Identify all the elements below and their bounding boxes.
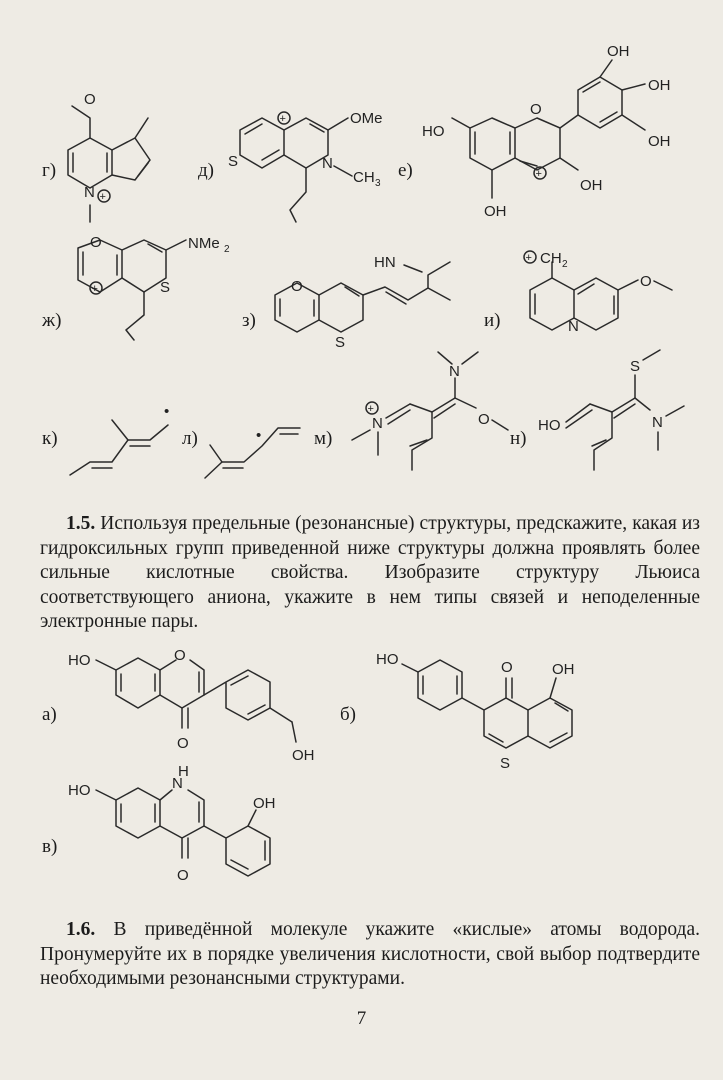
structure-zh — [78, 234, 230, 340]
svg-text:OH: OH — [253, 795, 276, 812]
page-number: 7 — [356, 1008, 367, 1029]
svg-text:+: + — [279, 113, 286, 125]
svg-text:O: O — [177, 867, 189, 884]
problem-1-5-text: Используя предельные (резонансные) структуры, предскажите, какая из гидроксильных групп приведенной ниже структуры должна проявлять более сильные кислотные свойства. Изобразите структуру Льюиса соответствующего аниона, укажите в нем типы связей и неподеленные электронные пары. — [40, 513, 701, 632]
svg-text:+: + — [525, 252, 532, 264]
label-z: з) — [242, 310, 256, 331]
svg-text:OH: OH — [484, 203, 507, 220]
label-i: и) — [484, 310, 501, 331]
svg-text:HO: HO — [422, 123, 445, 140]
svg-text:+: + — [367, 403, 374, 415]
svg-text:O: O — [291, 278, 303, 295]
svg-text:•: • — [164, 403, 170, 420]
structure-b — [376, 651, 575, 772]
svg-text:OH: OH — [552, 661, 575, 678]
svg-text:S: S — [228, 153, 239, 170]
svg-text:O: O — [640, 273, 652, 290]
structure-e — [422, 43, 671, 220]
svg-text:HO: HO — [68, 782, 91, 799]
label-a: а) — [42, 704, 57, 725]
label-g: г) — [42, 160, 57, 181]
svg-text:S: S — [630, 358, 641, 375]
svg-text:OMe: OMe — [350, 110, 383, 127]
svg-text:OH: OH — [580, 177, 603, 194]
svg-text:S: S — [160, 279, 171, 296]
svg-text:NMe: NMe — [188, 235, 220, 252]
svg-text:S: S — [500, 755, 511, 772]
svg-text:OH: OH — [648, 133, 671, 150]
svg-text:HO: HO — [376, 651, 399, 668]
label-zh: ж) — [42, 310, 62, 331]
svg-text:O: O — [84, 91, 96, 108]
svg-text:2: 2 — [562, 259, 568, 270]
svg-text:CH: CH — [540, 250, 562, 267]
label-e: е) — [398, 160, 413, 181]
structure-m — [352, 352, 508, 470]
svg-text:O: O — [530, 101, 542, 118]
problem-1-5 — [40, 512, 700, 635]
svg-text:OH: OH — [607, 43, 630, 60]
label-n: н) — [510, 428, 527, 449]
problem-1-6-number: 1.6. — [66, 919, 96, 940]
label-k: к) — [42, 428, 58, 449]
structure-a — [68, 647, 315, 764]
svg-text:N: N — [652, 414, 663, 431]
structure-v — [68, 763, 276, 884]
svg-text:HO: HO — [68, 652, 91, 669]
svg-text:CH: CH — [353, 169, 375, 186]
svg-text:O: O — [174, 647, 186, 664]
svg-text:N: N — [449, 363, 460, 380]
structure-z — [275, 254, 450, 351]
structure-n — [538, 350, 684, 470]
svg-text:O: O — [501, 659, 513, 676]
structure-l — [205, 427, 300, 478]
svg-text:N: N — [322, 155, 333, 172]
structure-k — [70, 403, 169, 475]
svg-text:S: S — [335, 334, 346, 351]
svg-text:OH: OH — [292, 747, 315, 764]
svg-text:2: 2 — [224, 244, 230, 255]
svg-text:•: • — [256, 427, 262, 444]
svg-text:+: + — [91, 283, 98, 295]
svg-text:N: N — [372, 415, 383, 432]
svg-text:O: O — [478, 411, 490, 428]
label-d: д) — [198, 160, 214, 181]
svg-text:+: + — [99, 191, 106, 203]
label-m: м) — [314, 428, 333, 449]
svg-text:N: N — [568, 318, 579, 335]
svg-text:O: O — [177, 735, 189, 752]
svg-text:N: N — [172, 775, 183, 792]
svg-text:3: 3 — [375, 178, 381, 189]
svg-text:N: N — [84, 184, 95, 201]
structure-g — [68, 91, 150, 222]
problem-1-6-text: В приведённой молекуле укажите «кислые» атомы водорода. Пронумеруйте их в порядке увеличения кислотности, свой выбор подтвердите необходимыми резонансными структурами. — [40, 919, 700, 989]
problem-1-6 — [40, 918, 700, 992]
label-v: в) — [42, 836, 58, 857]
svg-text:O: O — [90, 234, 102, 251]
svg-text:OH: OH — [648, 77, 671, 94]
structure-d — [228, 110, 383, 222]
svg-text:HN: HN — [374, 254, 396, 271]
problem-1-5-number: 1.5. — [66, 513, 96, 534]
svg-text:HO: HO — [538, 417, 561, 434]
label-b: б) — [340, 704, 356, 725]
structure-i — [524, 250, 672, 335]
svg-text:H: H — [178, 763, 189, 780]
label-l: л) — [182, 428, 198, 449]
svg-text:+: + — [535, 168, 542, 180]
